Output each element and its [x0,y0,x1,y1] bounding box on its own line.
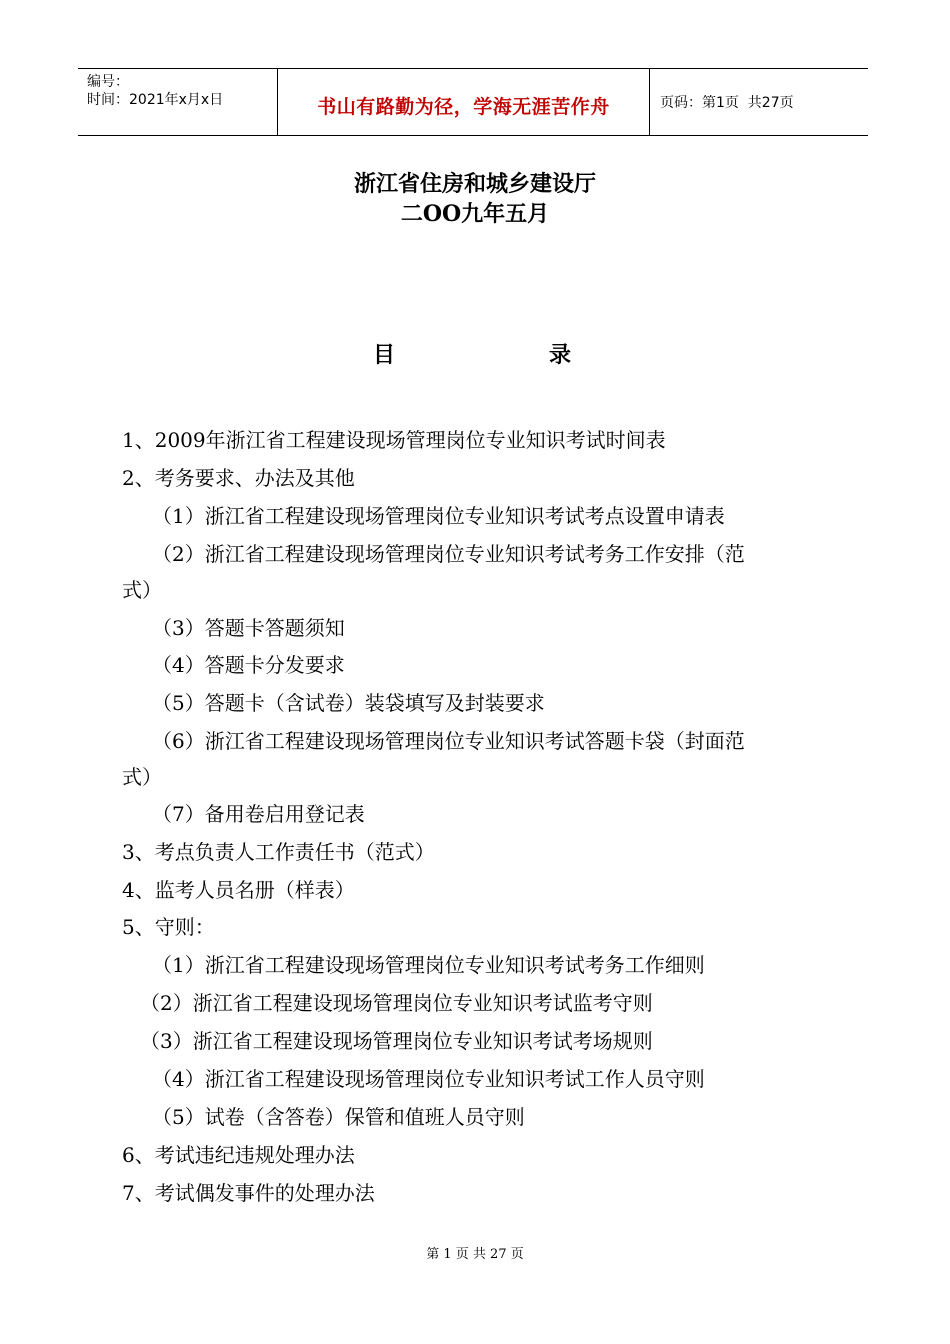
toc-item: （5）试卷（含答卷）保管和值班人员守则 [152,1105,525,1129]
header-motto-cell [278,69,650,135]
page-footer: 第 1 页 共 27 页 [426,1247,524,1262]
toc-item: 1、2009年浙江省工程建设现场管理岗位专业知识考试时间表 [122,428,666,452]
toc-item: 2、考务要求、办法及其他 [122,466,355,490]
toc-item: （1）浙江省工程建设现场管理岗位专业知识考试考务工作细则 [152,953,705,977]
toc-item-line: （2）浙江省工程建设现场管理岗位专业知识考试考务工作安排（范 [152,542,745,566]
toc-heading [0,338,950,372]
toc-item: 7、考试偶发事件的处理办法 [122,1181,375,1205]
document-header [78,68,868,136]
toc-item: 3、考点负责人工作责任书（范式） [122,840,435,864]
toc-item-line: 式） [122,578,162,602]
toc-item: （3）答题卡答题须知 [152,616,345,640]
toc-heading-char-1: 目 [373,342,396,368]
toc-item: 6、考试违纪违规处理办法 [122,1143,355,1167]
time-label: 时间：2021年x月x日 [87,92,224,108]
date-title: 二OO九年五月 [400,201,550,227]
toc-item: （2）浙江省工程建设现场管理岗位专业知识考试监考守则 [140,991,653,1015]
motto-text: 书山有路勤为径，学海无涯苦作舟 [317,95,610,118]
toc-item [122,536,862,608]
toc-item: （4）浙江省工程建设现场管理岗位专业知识考试工作人员守则 [152,1067,705,1091]
header-page-cell [650,69,868,135]
header-meta-cell [78,69,278,135]
toc-item: （3）浙江省工程建设现场管理岗位专业知识考试考场规则 [140,1029,653,1053]
toc-item: （1）浙江省工程建设现场管理岗位专业知识考试考点设置申请表 [152,504,725,528]
organization-title: 浙江省住房和城乡建设厅 [353,171,596,197]
toc-item: 4、监考人员名册（样表） [122,878,355,902]
toc-item-line: 式） [122,765,162,789]
toc-item: （4）答题卡分发要求 [152,653,345,677]
toc-item: （5）答题卡（含试卷）装袋填写及封装要求 [152,691,545,715]
toc-item: （7）备用卷启用登记表 [152,802,365,826]
toc-item: 5、守则： [122,915,215,939]
number-label: 编号： [87,74,129,90]
toc-item-line: （6）浙江省工程建设现场管理岗位专业知识考试答题卡袋（封面范 [152,729,745,753]
toc-heading-char-2: 录 [549,342,572,368]
page-info: 页码：第1页 共27页 [660,95,794,111]
toc-item [122,723,862,795]
